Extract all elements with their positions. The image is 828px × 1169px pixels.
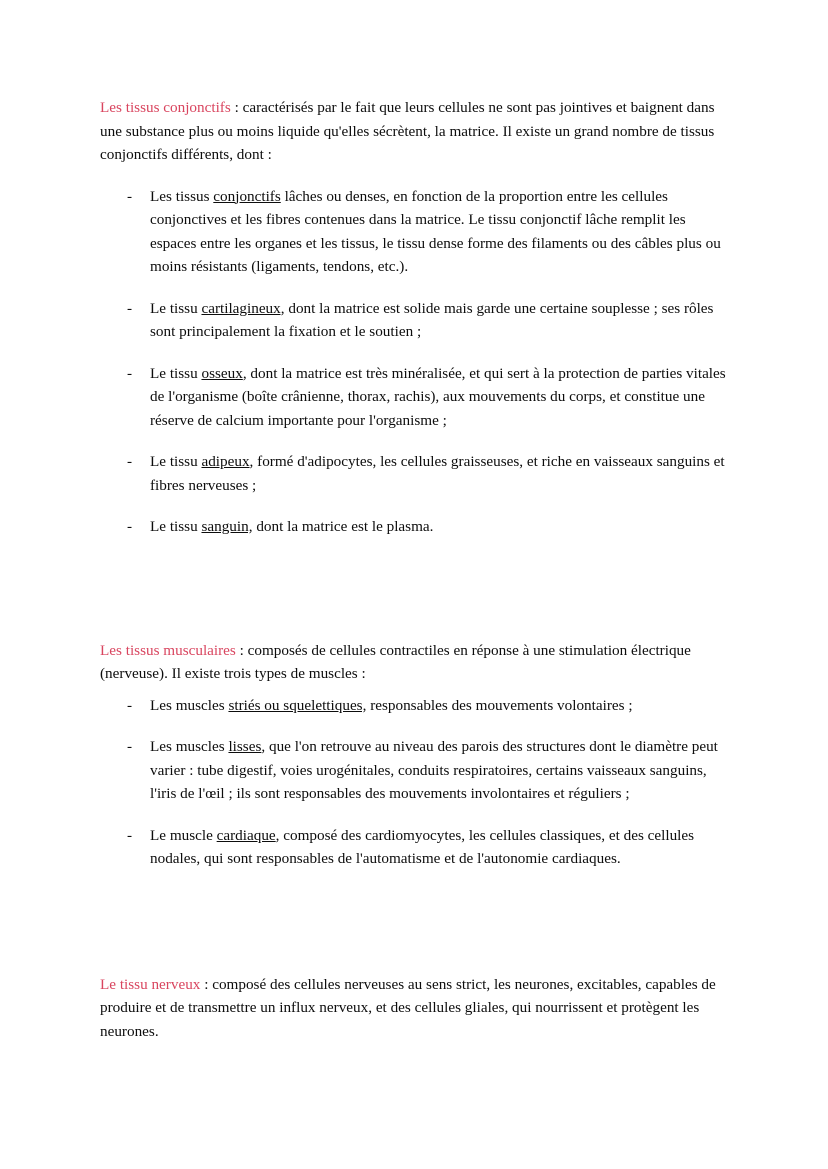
- list-item-underlined-term: cartilagineux,: [201, 299, 285, 317]
- section-intro-text: composé des cellules nerveuses au sens strict, les neurones, excitables, capables de produire et de transmettre un influx nerveux, et des cellules gliales, qui nourrissent et protègent les neurones.: [100, 975, 716, 1040]
- list-item: [100, 824, 732, 871]
- list-item-lead: Le tissu: [150, 453, 202, 470]
- section-conjonctifs: [100, 96, 732, 539]
- list-item-lead: Les tissus: [150, 187, 214, 205]
- list-item-rest: , que l'on retrouve au niveau des parois des structures dont le diamètre peut varier : tube digestif, voies urogénitales, conduits respiratoires, certains vaisseaux sanguins, l'iris de l'œil ; ils sont responsables des mouvements involontaires et réguliers ;: [150, 738, 718, 802]
- bullet-dash-icon: -: [127, 738, 133, 755]
- list-item-underlined-term: conjonctifs: [213, 187, 281, 205]
- list-item-underlined-term: striés ou squelettiques,: [228, 696, 367, 714]
- section-intro-paragraph: [100, 639, 732, 686]
- bullet-dash-icon: -: [127, 187, 133, 205]
- list-item-rest: responsables des mouvements volontaires ;: [366, 696, 633, 714]
- section-heading: Le tissu nerveux: [100, 975, 201, 993]
- bullet-dash-icon: -: [127, 453, 133, 470]
- list-item-rest: lâches ou denses, en fonction de la proportion entre les cellules conjonctives et les fibres contenues dans la matrice. Le tissu conjonctif lâche remplit les espaces entre les organes et les tissus, le tissu dense forme des filaments ou des câbles plus ou moins résistants (ligaments, tendons, etc.).: [150, 187, 721, 275]
- list-item: [100, 297, 732, 344]
- list-item-rest: dont la matrice est le plasma.: [252, 518, 434, 535]
- heading-separator: :: [235, 641, 248, 659]
- list-item: [100, 694, 732, 718]
- list-item: [100, 185, 732, 279]
- list-item-lead: Les muscles: [150, 696, 229, 714]
- heading-separator: :: [230, 99, 243, 116]
- bullet-dash-icon: -: [127, 518, 133, 535]
- bullet-list-conjonctifs: [100, 185, 732, 539]
- bullet-dash-icon: -: [127, 364, 133, 382]
- section-spacer: [100, 539, 732, 639]
- list-item: [100, 450, 732, 497]
- section-intro-text: caractérisés par le fait que leurs cellules ne sont pas jointives et baignent dans une substance plus ou moins liquide qu'elles sécrètent, la matrice. Il existe un grand nombre de tissus conjonctifs différents, dont :: [100, 99, 715, 163]
- list-item-lead: Le tissu: [150, 364, 202, 382]
- list-item-lead: Le tissu: [150, 299, 202, 317]
- list-item: [100, 362, 732, 433]
- list-item-underlined-term: osseux: [201, 364, 243, 382]
- document-content: [100, 96, 732, 1043]
- list-item-rest: , composé des cardiomyocytes, les cellules classiques, et des cellules nodales, qui sont responsables de l'automatisme et de l'autonomie cardiaques.: [150, 826, 695, 867]
- list-item-underlined-term: cardiaque: [216, 826, 276, 844]
- bullet-dash-icon: -: [127, 826, 133, 844]
- section-nerveux: [100, 973, 732, 1044]
- list-item-rest: , dont la matrice est très minéralisée, et qui sert à la protection de parties vitales de l'organisme (boîte crânienne, thorax, rachis), aux mouvements du corps, et constitue une réserve de calcium importante pour l'organisme ;: [150, 364, 726, 429]
- section-spacer: [100, 871, 732, 973]
- list-item-underlined-term: lisses: [228, 738, 262, 755]
- section-heading: Les tissus musculaires: [100, 641, 236, 659]
- list-item-underlined-term: adipeux: [201, 453, 250, 470]
- list-item-rest: , formé d'adipocytes, les cellules graisseuses, et riche en vaisseaux sanguins et fibres nerveuses ;: [150, 453, 725, 494]
- list-item: [100, 515, 732, 539]
- list-item-rest: dont la matrice est solide mais garde une certaine souplesse ; ses rôles sont principalement la fixation et le soutien ;: [150, 299, 714, 340]
- list-item-lead: Les muscles: [150, 738, 229, 755]
- section-musculaires: [100, 639, 732, 871]
- list-item: [100, 735, 732, 806]
- list-item-lead: Le tissu: [150, 518, 202, 535]
- section-intro-paragraph: [100, 96, 732, 167]
- section-intro-text: composés de cellules contractiles en réponse à une stimulation électrique (nerveuse). Il existe trois types de muscles :: [100, 641, 691, 682]
- list-item-lead: Le muscle: [150, 826, 217, 844]
- section-heading: Les tissus conjonctifs: [100, 99, 231, 116]
- bullet-list-musculaires: [100, 694, 732, 871]
- section-intro-paragraph: [100, 973, 732, 1044]
- list-item-underlined-term: sanguin,: [201, 518, 253, 535]
- bullet-dash-icon: -: [127, 299, 133, 317]
- heading-separator: :: [200, 975, 213, 993]
- bullet-dash-icon: -: [127, 696, 133, 714]
